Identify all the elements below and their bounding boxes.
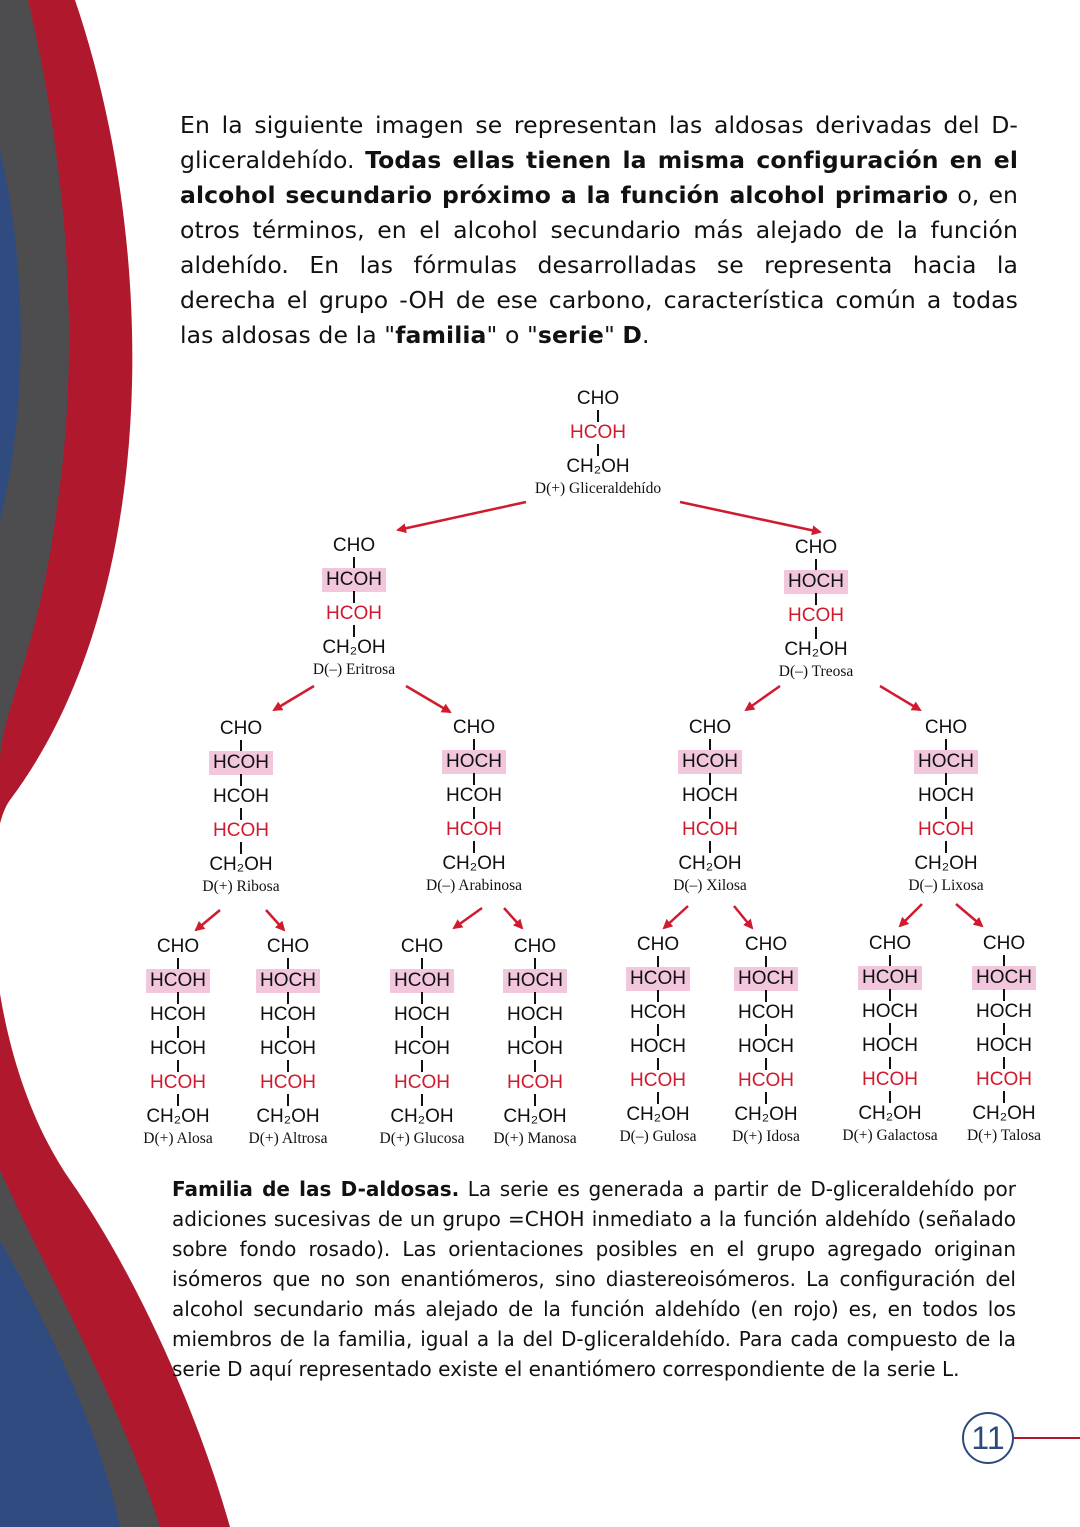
molecule-name: D(+) Talosa (966, 1127, 1042, 1144)
bond-line (597, 444, 599, 456)
bond-line (657, 1058, 659, 1070)
formula-row: CH₂OH (390, 1106, 454, 1127)
formula-row: CHO (219, 718, 263, 739)
intro-paragraph: En la siguiente imagen se representan las aldosas derivadas del D-gliceraldehído. Todas ellas tienen la misma configuración en el alcohol secundario próximo a la función alcohol primario o, en otros términos, en el alcohol secundario más alejado de la función aldehído. En las fórmulas desarrolladas se representa hacia la derecha el grupo -OH de ese carbono, característica común a todas las aldosas de la "familia" o "serie" D. (180, 111, 1018, 349)
formula-row: CH₂OH (678, 853, 742, 874)
molecule-name: D(+) Idosa (732, 1128, 800, 1145)
formula-row: CHO (266, 936, 310, 957)
bond-line (657, 1092, 659, 1104)
bond-line (421, 1094, 423, 1106)
molecule-name: D(+) Altrosa (248, 1130, 328, 1147)
bond-line (1003, 1023, 1005, 1035)
bond-line (709, 773, 711, 785)
formula-row: HOCH (256, 969, 320, 993)
bond-line (534, 1026, 536, 1038)
derivation-arrow (664, 906, 688, 928)
bond-line (287, 992, 289, 1004)
formula-row: CHO (982, 933, 1026, 954)
derivation-arrow (196, 910, 220, 930)
bond-line (421, 992, 423, 1004)
molecule-lixosa (908, 717, 984, 894)
formula-row: HOCH (862, 1001, 918, 1022)
formula-row: CH₂OH (914, 853, 978, 874)
bond-line (534, 992, 536, 1004)
derivation-arrow (680, 502, 820, 532)
bond-line (765, 1092, 767, 1104)
formula-row: HOCH (738, 1036, 794, 1057)
bond-line (1003, 1091, 1005, 1103)
formula-row: HCOH (858, 966, 922, 990)
formula-row: HOCH (734, 967, 798, 991)
molecule-name: D(+) Alosa (143, 1130, 213, 1147)
bond-line (473, 807, 475, 819)
molecule-arabinosa (426, 717, 522, 894)
formula-row: HOCH (976, 1035, 1032, 1056)
bond-line (287, 1094, 289, 1106)
bond-line (534, 1094, 536, 1106)
derivation-arrow (900, 904, 922, 926)
formula-row: HOCH (976, 1001, 1032, 1022)
molecule-xilosa (673, 717, 747, 894)
molecule-name: D(+) Manosa (493, 1130, 577, 1147)
formula-row: CH₂OH (784, 639, 848, 660)
molecule-idosa (732, 934, 800, 1145)
formula-row: CHO (576, 388, 620, 409)
molecule-name: D(+) Glucosa (379, 1130, 465, 1147)
formula-row: CHO (513, 936, 557, 957)
molecule-name: D(–) Xilosa (673, 877, 747, 894)
molecule-name: D(–) Lixosa (908, 877, 984, 894)
formula-row: CHO (332, 535, 376, 556)
bond-line (240, 842, 242, 854)
bond-line (657, 990, 659, 1002)
bond-line (473, 841, 475, 853)
formula-row: HCOH (146, 969, 210, 993)
formula-row: CH₂OH (322, 637, 386, 658)
bond-line (945, 841, 947, 853)
formula-row: CHO (924, 717, 968, 738)
bond-line (765, 1058, 767, 1070)
molecule-name: D(+) Gliceraldehído (534, 480, 662, 497)
molecule-name: D(–) Eritrosa (312, 661, 396, 678)
formula-row: HCOH (788, 605, 844, 626)
formula-row: CH₂OH (858, 1103, 922, 1124)
formula-row: CH₂OH (442, 853, 506, 874)
formula-row: CHO (744, 934, 788, 955)
bond-line (353, 591, 355, 603)
formula-row: HCOH (150, 1072, 206, 1093)
formula-row: HCOH (394, 1072, 450, 1093)
formula-row: HCOH (390, 969, 454, 993)
formula-row: CHO (156, 936, 200, 957)
formula-row: HCOH (682, 819, 738, 840)
bond-line (657, 1024, 659, 1036)
formula-row: HCOH (678, 750, 742, 774)
formula-row: HCOH (446, 785, 502, 806)
bond-line (287, 1060, 289, 1072)
formula-row: HOCH (862, 1035, 918, 1056)
bond-line (765, 1024, 767, 1036)
formula-row: HCOH (630, 1070, 686, 1091)
molecule-ribosa (202, 718, 280, 895)
formula-row: HCOH (862, 1069, 918, 1090)
formula-row: CHO (636, 934, 680, 955)
formula-row: CH₂OH (503, 1106, 567, 1127)
page-number-line (1014, 1437, 1080, 1439)
formula-row: HCOH (918, 819, 974, 840)
formula-row: CHO (868, 933, 912, 954)
molecule-galactosa (842, 933, 938, 1144)
aldose-family-tree (130, 380, 1050, 1170)
bond-line (177, 992, 179, 1004)
molecule-name: D(–) Arabinosa (426, 877, 522, 894)
formula-row: CHO (400, 936, 444, 957)
molecule-glucosa (379, 936, 465, 1147)
formula-row: HCOH (213, 820, 269, 841)
formula-row: HCOH (150, 1038, 206, 1059)
molecule-name: D(–) Treosa (778, 663, 854, 680)
bond-line (534, 1060, 536, 1072)
formula-row: HCOH (260, 1038, 316, 1059)
formula-row: HCOH (507, 1072, 563, 1093)
formula-row: HCOH (976, 1069, 1032, 1090)
derivation-arrow (274, 686, 314, 710)
bond-line (815, 627, 817, 639)
formula-row: HCOH (326, 603, 382, 624)
molecule-treosa (778, 537, 854, 680)
formula-row: CH₂OH (209, 854, 273, 875)
bond-line (765, 990, 767, 1002)
bond-line (287, 1026, 289, 1038)
bond-line (240, 808, 242, 820)
bond-line (945, 807, 947, 819)
derivation-arrow (956, 904, 982, 926)
formula-row: CHO (794, 537, 838, 558)
formula-row: HCOH (738, 1070, 794, 1091)
bond-line (473, 773, 475, 785)
formula-row: CH₂OH (146, 1106, 210, 1127)
derivation-arrow (746, 686, 780, 710)
bond-line (1003, 1057, 1005, 1069)
molecule-eritrosa (312, 535, 396, 678)
formula-row: HCOH (322, 568, 386, 592)
formula-row: HOCH (682, 785, 738, 806)
formula-row: HCOH (507, 1038, 563, 1059)
formula-row: HOCH (503, 969, 567, 993)
formula-row: HCOH (738, 1002, 794, 1023)
bond-line (709, 841, 711, 853)
formula-row: CH₂OH (566, 456, 630, 477)
formula-row: HCOH (626, 967, 690, 991)
molecule-manosa (493, 936, 577, 1147)
molecule-name: D(+) Galactosa (842, 1127, 938, 1144)
bond-line (889, 989, 891, 1001)
bond-line (597, 410, 599, 422)
figure-caption: Familia de las D-aldosas. La serie es generada a partir de D-gliceraldehído por adiciones sucesivas de un grupo =CHOH inmediato a la función aldehído (señalado sobre fondo rosado). Las orientaciones posibles en el grupo agregado originan isómeros que no son enantiómeros, sino diastereoisómeros. La configuración del alcohol secundario más alejado de la función aldehído (en rojo) es, en todos los miembros de la familia, igual a la del D-gliceraldehído. Para cada compuesto de la serie D aquí representado existe el enantiómero correspondiente de la serie L. (172, 1177, 1016, 1381)
bond-line (889, 1023, 891, 1035)
bond-line (815, 593, 817, 605)
formula-row: HCOH (213, 786, 269, 807)
bond-line (889, 1091, 891, 1103)
derivation-arrow (266, 910, 284, 930)
bond-line (177, 1060, 179, 1072)
formula-row: HCOH (260, 1004, 316, 1025)
formula-row: CH₂OH (626, 1104, 690, 1125)
derivation-arrow (880, 686, 920, 710)
molecule-gulosa (619, 934, 697, 1145)
formula-row: HCOH (630, 1002, 686, 1023)
derivation-arrow (734, 906, 752, 928)
derivation-arrow (454, 908, 482, 928)
derivation-arrow (504, 908, 522, 928)
formula-row: CH₂OH (256, 1106, 320, 1127)
formula-row: HCOH (446, 819, 502, 840)
formula-row: CHO (688, 717, 732, 738)
bond-line (177, 1094, 179, 1106)
bond-line (889, 1057, 891, 1069)
page-number: 11 (962, 1412, 1014, 1464)
bond-line (421, 1060, 423, 1072)
molecule-alosa (143, 936, 213, 1147)
formula-row: HCOH (209, 751, 273, 775)
formula-row: HCOH (570, 422, 626, 443)
formula-row: CH₂OH (734, 1104, 798, 1125)
formula-row: HOCH (394, 1004, 450, 1025)
bond-line (240, 774, 242, 786)
formula-row: HCOH (150, 1004, 206, 1025)
molecule-name: D(+) Ribosa (202, 878, 280, 895)
molecule-gliceraldehido (534, 388, 662, 497)
formula-row: HCOH (260, 1072, 316, 1093)
formula-row: HOCH (630, 1036, 686, 1057)
derivation-arrow (406, 686, 450, 712)
bond-line (421, 1026, 423, 1038)
formula-row: HOCH (972, 966, 1036, 990)
bond-line (709, 807, 711, 819)
formula-row: CHO (452, 717, 496, 738)
bond-line (1003, 989, 1005, 1001)
bond-line (353, 625, 355, 637)
formula-row: HCOH (394, 1038, 450, 1059)
derivation-arrow (398, 502, 526, 530)
formula-row: CH₂OH (972, 1103, 1036, 1124)
formula-row: HOCH (784, 570, 848, 594)
formula-row: HOCH (914, 750, 978, 774)
formula-row: HOCH (918, 785, 974, 806)
molecule-name: D(–) Gulosa (619, 1128, 697, 1145)
formula-row: HOCH (442, 750, 506, 774)
molecule-talosa (966, 933, 1042, 1144)
molecule-altrosa (248, 936, 328, 1147)
bond-line (945, 773, 947, 785)
bond-line (177, 1026, 179, 1038)
formula-row: HOCH (507, 1004, 563, 1025)
